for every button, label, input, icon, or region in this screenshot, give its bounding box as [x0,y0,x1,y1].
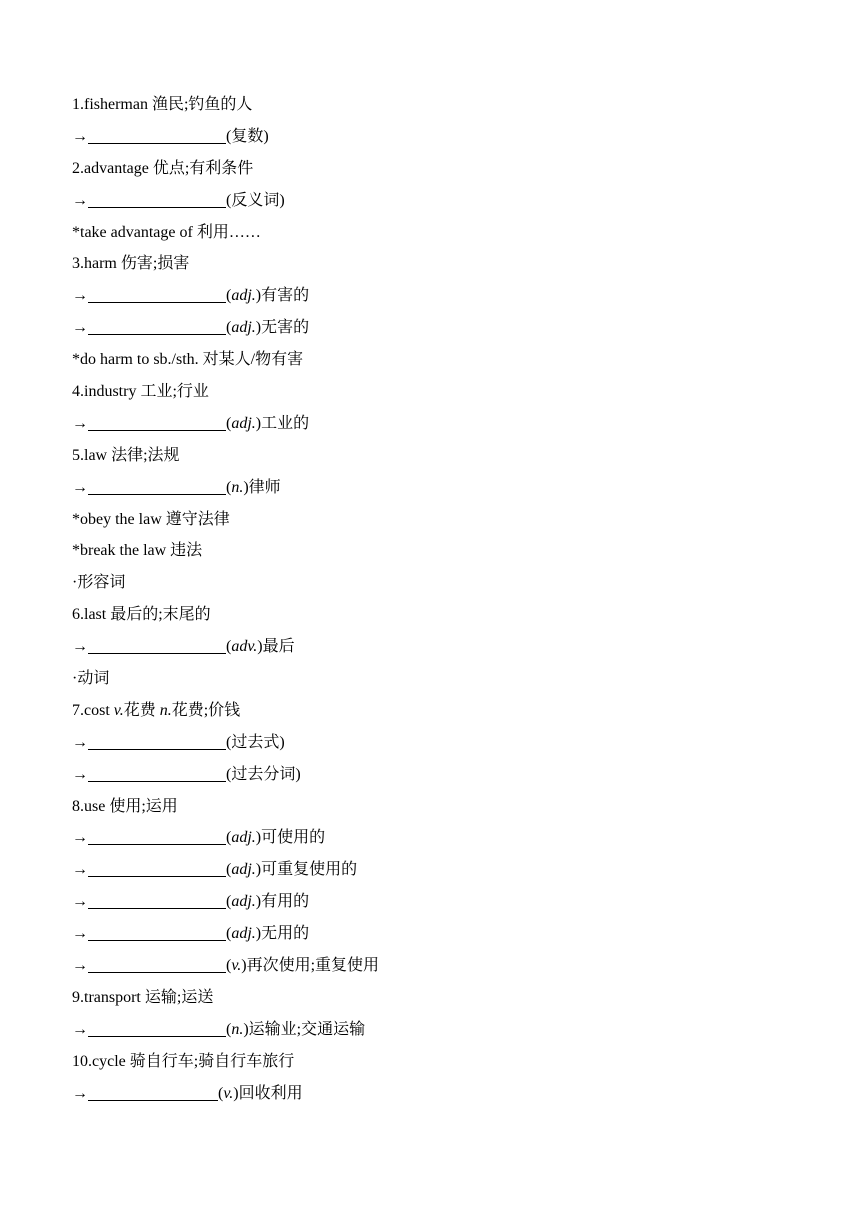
hint-text: )律师 [243,478,281,496]
hint-text: )工业的 [255,414,310,432]
answer-blank[interactable] [88,1018,226,1037]
fill-in-line [72,312,792,344]
arrow-icon: → [72,829,88,847]
part-of-speech: adj. [231,925,256,943]
hint-text: 复数) [231,127,269,145]
arrow-icon: → [72,191,88,209]
answer-blank[interactable] [88,763,226,782]
vocab-entry-line: 5.law 法律;法规 [72,446,180,464]
vocab-entry-line: ·动词 [72,670,110,688]
vocab-entry-line: 4.industry 工业;行业 [72,383,209,401]
part-of-speech: adj. [231,319,256,337]
answer-blank[interactable] [88,635,226,654]
hint-text: )有害的 [255,287,310,305]
hint-open-paren: ( [226,319,232,337]
hint-open-paren: ( [226,478,232,496]
worksheet-page [72,89,792,1110]
hint-open-paren: ( [226,191,232,209]
fill-in-line [72,918,792,950]
hint-open-paren: ( [226,861,232,879]
hint-text: )有用的 [255,893,310,911]
hint-open-paren: ( [226,638,232,656]
arrow-icon: → [72,127,88,145]
vocab-entry-line: 1.fisherman 渔民;钓鱼的人 [72,96,253,113]
hint-text: )无害的 [255,319,310,337]
hint-text: 过去式) [231,733,285,751]
answer-blank[interactable] [88,412,226,431]
answer-blank[interactable] [88,922,226,941]
answer-blank[interactable] [88,316,226,335]
fill-in-line [72,886,792,918]
fill-in-line [72,950,792,982]
answer-blank[interactable] [88,954,226,973]
vocab-entry-line: *obey the law 遵守法律 [72,510,230,528]
part-of-speech: n. [231,1020,244,1038]
arrow-icon: → [72,1020,88,1038]
answer-blank[interactable] [88,284,226,303]
fill-in-line [72,185,792,217]
hint-open-paren: ( [226,414,232,432]
arrow-icon: → [72,638,88,656]
hint-text: 过去分词) [231,765,301,783]
fill-in-line [72,854,792,886]
vocab-entry-line: 3.harm 伤害;损害 [72,255,190,273]
part-of-speech: v. [113,701,124,719]
part-of-speech: adj. [231,829,256,847]
vocab-entry-line [72,695,792,727]
arrow-icon: → [72,893,88,911]
vocab-entry-line: *break the law 违法 [72,542,203,560]
part-of-speech: adv. [231,638,258,656]
hint-open-paren: ( [226,287,232,305]
fill-in-line [72,121,792,153]
hint-open-paren: ( [218,1084,224,1102]
arrow-icon: → [72,1084,88,1102]
fill-in-line [72,408,792,440]
hint-text: )运输业;交通运输 [243,1020,366,1038]
arrow-icon: → [72,765,88,783]
hint-open-paren: ( [226,893,232,911]
vocab-entry-line: 10.cycle 骑自行车;骑自行车旅行 [72,1052,295,1070]
hint-text: )可重复使用的 [255,861,358,879]
answer-blank[interactable] [88,890,226,909]
hint-open-paren: ( [226,765,232,783]
vocab-entry-line: 8.use 使用;运用 [72,797,178,815]
answer-blank[interactable] [88,476,226,495]
hint-open-paren: ( [226,1020,232,1038]
fill-in-line [72,1014,792,1046]
part-of-speech: adj. [231,893,256,911]
hint-text: )最后 [257,638,295,656]
hint-text: )再次使用;重复使用 [241,957,380,975]
fill-in-line [72,759,792,791]
part-of-speech: v. [223,1084,234,1102]
hint-open-paren: ( [226,925,232,943]
hint-text: 反义词) [231,191,285,209]
entry-text: 花费;价钱 [171,701,241,719]
hint-open-paren: ( [226,733,232,751]
fill-in-line [72,1078,792,1110]
answer-blank[interactable] [88,189,226,208]
arrow-icon: → [72,478,88,496]
hint-text: )回收利用 [233,1084,303,1102]
fill-in-line [72,727,792,759]
vocab-entry-line: *take advantage of 利用…… [72,223,261,241]
answer-blank[interactable] [88,731,226,750]
fill-in-line [72,280,792,312]
part-of-speech: adj. [231,414,256,432]
entry-text: 花费 [123,701,160,719]
vocab-entry-line: ·形容词 [72,574,126,592]
part-of-speech: n. [159,701,172,719]
hint-open-paren: ( [226,127,232,145]
hint-open-paren: ( [226,957,232,975]
arrow-icon: → [72,414,88,432]
arrow-icon: → [72,319,88,337]
part-of-speech: adj. [231,861,256,879]
answer-blank[interactable] [88,1082,218,1101]
vocab-entry-line: 6.last 最后的;末尾的 [72,606,211,624]
arrow-icon: → [72,287,88,305]
arrow-icon: → [72,861,88,879]
answer-blank[interactable] [88,858,226,877]
vocab-entry-line: 9.transport 运输;运送 [72,988,214,1006]
fill-in-line [72,472,792,504]
fill-in-line [72,631,792,663]
part-of-speech: adj. [231,287,256,305]
arrow-icon: → [72,925,88,943]
entry-text: 7.cost [72,701,114,719]
answer-blank[interactable] [88,125,226,144]
arrow-icon: → [72,733,88,751]
fill-in-line [72,822,792,854]
answer-blank[interactable] [88,826,226,845]
part-of-speech: n. [231,478,244,496]
hint-open-paren: ( [226,829,232,847]
hint-text: )可使用的 [255,829,326,847]
arrow-icon: → [72,957,88,975]
part-of-speech: v. [231,957,242,975]
vocab-entry-line: *do harm to sb./sth. 对某人/物有害 [72,351,304,369]
hint-text: )无用的 [255,925,310,943]
vocab-entry-line: 2.advantage 优点;有利条件 [72,159,254,177]
